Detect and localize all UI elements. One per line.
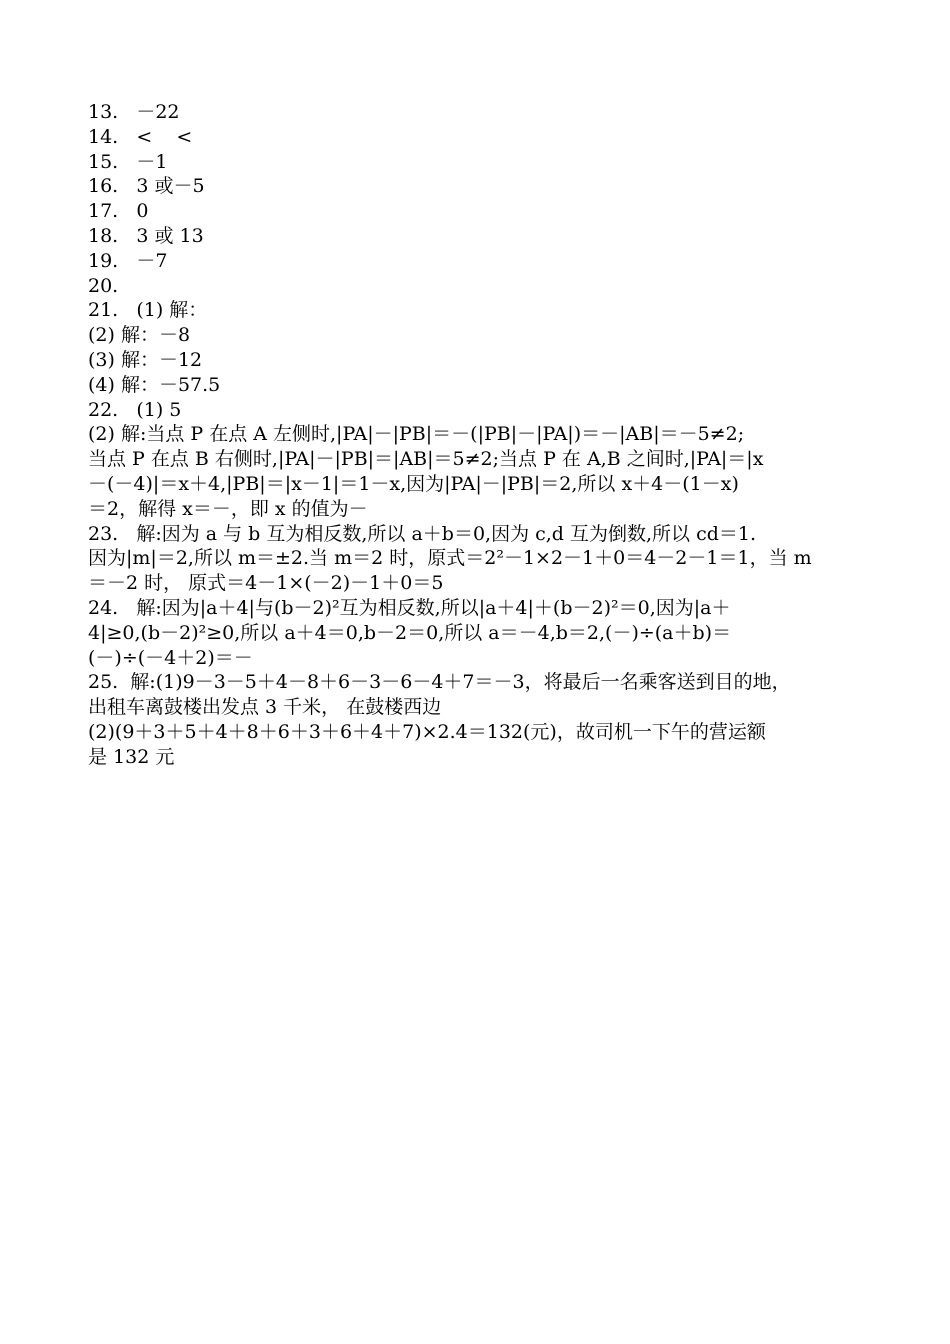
answer-23-line-1: 23. 解:因为 a 与 b 互为相反数,所以 a＋b＝0,因为 c,d 互为倒数,所以 cd＝1. <box>88 522 757 545</box>
answer-21-part-3: (3) 解：－12 <box>88 348 203 371</box>
answer-23-line-3: ＝－2 时， 原式＝4－1×(－2)－1＋0＝5 <box>88 572 444 595</box>
answer-24-line-2: 4|≥0,(b－2)²≥0,所以 a＋4＝0,b－2＝0,所以 a＝－4,b＝2,(－)÷(a＋b)＝ <box>88 621 732 644</box>
answer-15: 15. －1 <box>88 150 168 173</box>
answer-24-line-3: (－)÷(－4＋2)＝－ <box>88 646 253 669</box>
answer-21-part-4: (4) 解：－57.5 <box>88 373 221 396</box>
answer-21-part-2: (2) 解：－8 <box>88 324 191 347</box>
answer-23-line-2: 因为|m|＝2,所以 m＝±2.当 m＝2 时，原式＝2²－1×2－1＋0＝4－2－1＝1，当 m <box>88 547 812 570</box>
answer-22-part-2-line-4: ＝2，解得 x＝－，即 x 的值为－ <box>88 497 368 520</box>
answer-22-part-2-line-1: (2) 解:当点 P 在点 A 左侧时,|PA|－|PB|＝－(|PB|－|PA|)＝－|AB|＝－5≠2; <box>88 423 745 446</box>
answer-document <box>88 100 878 770</box>
answer-20: 20. <box>88 274 119 297</box>
answer-24-line-1: 24. 解:因为|a＋4|与(b－2)²互为相反数,所以|a＋4|＋(b－2)²＝0,因为|a＋ <box>88 596 731 619</box>
answer-25-part-1-line-1: 25. 解:(1)9－3－5＋4－8＋6－3－6－4＋7＝－3，将最后一名乘客送到目的地， <box>88 671 791 694</box>
answer-14: 14. < < <box>88 125 193 148</box>
answer-22-part-1: 22. (1) 5 <box>88 398 182 421</box>
answer-17: 17. 0 <box>88 200 149 223</box>
answer-25-part-2-line-2: 是 132 元 <box>88 745 175 768</box>
answer-18: 18. 3 或 13 <box>88 224 204 247</box>
answer-19: 19. －7 <box>88 249 168 272</box>
answer-25-part-2-line-1: (2)(9＋3＋5＋4＋8＋6＋3＋6＋4＋7)×2.4＝132(元)，故司机一下午的营运额 <box>88 720 766 743</box>
answer-16: 16. 3 或－5 <box>88 175 205 198</box>
answer-25-part-1-line-2: 出租车离鼓楼出发点 3 千米， 在鼓楼西边 <box>88 696 442 719</box>
answer-21-part-1: 21. (1) 解： <box>88 299 208 322</box>
answer-13: 13. －22 <box>88 101 180 123</box>
answer-22-part-2-line-3: －(－4)|＝x＋4,|PB|＝|x－1|＝1－x,因为|PA|－|PB|＝2,所以 x＋4－(1－x) <box>88 472 739 495</box>
answer-22-part-2-line-2: 当点 P 在点 B 右侧时,|PA|－|PB|＝|AB|＝5≠2;当点 P 在 A,B 之间时,|PA|＝|x <box>88 448 764 471</box>
